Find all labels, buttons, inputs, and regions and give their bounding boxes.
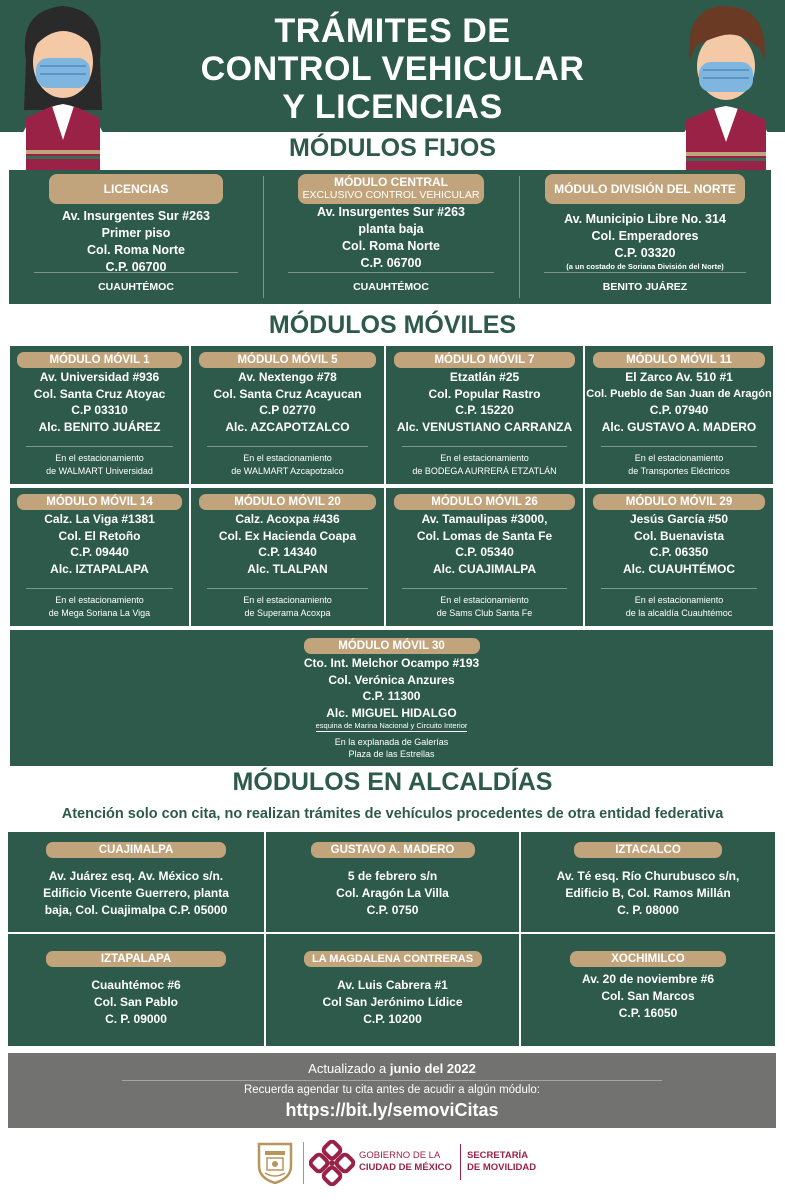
mobile-module-card (386, 346, 583, 484)
address-line: Calz. Acoxpa #436 (235, 512, 340, 526)
address-line: Av. Insurgentes Sur #263 (62, 209, 210, 223)
address-line: C.P. 15220 (455, 403, 514, 417)
address-line: planta baja (358, 222, 424, 236)
module-alcaldia: CUAUHTÉMOC (34, 272, 238, 296)
location-note (26, 588, 173, 620)
divider (122, 1080, 662, 1081)
address-line: Alc. IZTAPALAPA (50, 561, 149, 576)
address-line: Primer piso (101, 226, 171, 240)
module-address (9, 208, 263, 276)
alcaldia-module-card (266, 832, 519, 932)
module-address (521, 868, 775, 919)
fixed-module-card (9, 170, 263, 304)
module-address (266, 868, 519, 919)
address-line: C.P. 16050 (618, 1006, 678, 1020)
module-address (585, 369, 773, 435)
note-line: de Sams Club Santa Fe (436, 608, 533, 618)
note-line: En el estacionamiento (440, 453, 529, 463)
module-title: MÓDULO MÓVIL 26 (394, 494, 575, 510)
secretaria-logo-text (467, 1150, 536, 1174)
note-line: En el estacionamiento (634, 595, 724, 605)
address-line: C.P. 11300 (362, 689, 421, 703)
address-line: Alc. TLALPAN (247, 561, 328, 576)
section-title-fixed: MÓDULOS FIJOS (289, 134, 496, 162)
address-line: Col. Pueblo de San Juan de Aragón (586, 387, 772, 400)
alcaldias-notice: Atención solo con cita, no realizan trámites de vehículos procedentes de otra entidad federativa (61, 806, 724, 822)
module-title: MÓDULO MÓVIL 5 (199, 352, 377, 368)
note-line: En la explanada de Galerías (334, 737, 449, 747)
module-title: XOCHIMILCO (570, 951, 726, 967)
address-line: Alc. CUAJIMALPA (432, 561, 537, 576)
address-line: Jesús García #50 (629, 512, 729, 526)
logo-line: DE MOVILIDAD (467, 1162, 537, 1173)
address-line: Col. Roma Norte (87, 243, 185, 257)
address-line: Alc. AZCAPOTZALCO (225, 419, 350, 434)
address-line: Av. Tamaulipas #3000, (421, 512, 548, 526)
address-line: C.P. 06700 (105, 260, 167, 274)
divider (460, 1144, 461, 1180)
address-line: C.P. 09440 (70, 545, 129, 559)
module-subtitle: EXCLUSIVO CONTROL VEHICULAR (302, 189, 480, 201)
module-title: LA MAGDALENA CONTRERAS (304, 951, 482, 967)
logo-line: CIUDAD DE MÉXICO (359, 1162, 452, 1173)
address-line: Cto. Int. Melchor Ocampo #193 (303, 656, 480, 670)
address-line: C.P. 05340 (455, 545, 514, 559)
address-line: C.P. 06350 (649, 545, 709, 559)
address-line: Col. Aragón La Villa (336, 886, 449, 900)
title-line: TRÁMITES DE (274, 12, 511, 50)
address-line: Col. Emperadores (591, 229, 699, 243)
address-line: C.P. 07940 (649, 403, 709, 417)
address-line: Alc. GUSTAVO A. MADERO (601, 419, 757, 434)
address-line: Alc. MIGUEL HIDALGO (326, 705, 457, 720)
address-line: Av. Luis Cabrera #1 (337, 978, 448, 992)
logo-line: GOBIERNO DE LA (359, 1150, 441, 1161)
note-line: Plaza de las Estrellas (348, 749, 435, 759)
address-line: Col. Popular Rastro (428, 386, 541, 401)
module-address (266, 977, 519, 1028)
module-address (10, 511, 189, 577)
appointment-reminder: Recuerda agendar tu cita antes de acudir a algún módulo: (243, 1084, 540, 1096)
address-line: baja, Col. Cuajimalpa C.P. 05000 (44, 903, 228, 917)
module-title: GUSTAVO A. MADERO (311, 842, 475, 858)
address-line: Edificio B, Col. Ramos Millán (565, 886, 731, 900)
mobile-module-card (191, 488, 384, 626)
module-title: MÓDULO MÓVIL 7 (394, 352, 575, 368)
alcaldia-module-card (8, 934, 264, 1046)
module-alcaldia: BENITO JUÁREZ (544, 272, 746, 296)
address-line: 5 de febrero s/n (347, 869, 438, 883)
address-line: Av. Nextengo #78 (238, 370, 337, 384)
section-title-mobile: MÓDULOS MÓVILES (268, 311, 517, 339)
government-logo-text (359, 1150, 452, 1174)
address-line: Calz. La Viga #1381 (44, 512, 155, 526)
header-banner (0, 0, 785, 132)
module-title: MÓDULO MÓVIL 1 (17, 352, 182, 368)
module-address (191, 511, 384, 577)
address-line: Alc. VENUSTIANO CARRANZA (396, 419, 573, 434)
address-line: Av. Té esq. Río Churubusco s/n, (556, 869, 740, 883)
appointment-link[interactable]: https://bit.ly/semoviCitas (285, 1100, 499, 1120)
module-title: MÓDULO MÓVIL 30 (304, 638, 480, 654)
address-note: (a un costado de Soriana División del Norte) (566, 262, 724, 271)
module-address (263, 204, 519, 272)
address-line: C.P. 0750 (366, 903, 419, 917)
module-title: MÓDULO MÓVIL 11 (593, 352, 766, 368)
address-line: Col. Verónica Anzures (328, 672, 455, 687)
note-line: En el estacionamiento (55, 453, 144, 463)
fixed-module-card (263, 170, 519, 304)
module-title (298, 174, 484, 204)
address-line: Col. Ex Hacienda Coapa (218, 528, 357, 543)
updated-date (8, 1061, 776, 1076)
address-line: Alc. CUAUHTÉMOC (622, 561, 735, 576)
address-line: Av. 20 de noviembre #6 (581, 972, 715, 986)
page-title (140, 12, 645, 126)
address-line: Av. Juárez esq. Av. México s/n. (48, 869, 224, 883)
alcaldia-module-card (521, 832, 775, 932)
note-line: de Mega Soriana La Viga (48, 608, 151, 618)
location-note (601, 588, 757, 620)
note-line: de BODEGA AURRERÁ ETZATLÁN (412, 466, 557, 476)
module-address (10, 369, 189, 435)
address-line: Col. El Retoño (58, 528, 141, 543)
address-line: Col. Roma Norte (342, 239, 440, 253)
address-line: Col. Santa Cruz Acayucan (213, 386, 362, 401)
address-line: Col. Buenavista (633, 528, 725, 543)
alcaldia-module-card (266, 934, 519, 1046)
location-note (26, 446, 173, 478)
cdmx-flower-logo-icon (309, 1140, 355, 1186)
address-line: C.P. 03320 (614, 246, 676, 260)
updated-prefix: Actualizado a (308, 1061, 390, 1076)
module-title: CUAJIMALPA (46, 842, 226, 858)
divider (303, 1142, 304, 1184)
address-line: Col. Lomas de Santa Fe (416, 528, 553, 543)
title-line: CONTROL VEHICULAR (200, 50, 585, 88)
section-title-alcaldias: MÓDULOS EN ALCALDÍAS (232, 768, 553, 796)
location-note (10, 736, 773, 760)
module-address (521, 971, 775, 1022)
address-line: C.P 03310 (71, 403, 128, 417)
corner-note-text: esquina de Marina Nacional y Circuito Interior (315, 721, 468, 730)
module-title: MÓDULO MÓVIL 20 (199, 494, 377, 510)
module-address (386, 369, 583, 435)
address-line: C. P. 08000 (617, 903, 679, 917)
mobile-module-card (191, 346, 384, 484)
note-line: En el estacionamiento (55, 595, 144, 605)
module-address (10, 655, 773, 730)
address-line: Cuauhtémoc #6 (91, 978, 181, 992)
fixed-module-card (519, 170, 771, 304)
address-line: C.P. 06700 (360, 256, 422, 270)
location-note (207, 446, 368, 478)
mobile-module-card (386, 488, 583, 626)
address-line: Col. Santa Cruz Atoyac (33, 386, 166, 401)
updated-month: junio (389, 1061, 421, 1076)
module-address (585, 511, 773, 577)
title-line: Y LICENCIAS (282, 88, 503, 126)
address-line: Alc. BENITO JUÁREZ (38, 419, 161, 434)
module-title: LICENCIAS (49, 174, 223, 204)
note-line: de Superama Acoxpa (244, 608, 331, 618)
note-line: En el estacionamiento (243, 453, 332, 463)
alcaldia-module-card (521, 934, 775, 1046)
corner-note (10, 721, 773, 730)
location-note (402, 446, 567, 478)
footer-banner (8, 1053, 776, 1128)
logo-line: SECRETARÍA (467, 1150, 529, 1161)
note-line: En el estacionamiento (634, 453, 724, 463)
cdmx-coat-of-arms-icon (255, 1142, 295, 1184)
module-title: MÓDULO MÓVIL 29 (593, 494, 766, 510)
updated-year: del 2022 (420, 1061, 476, 1076)
government-logos (255, 1138, 545, 1188)
module-address (386, 511, 583, 577)
location-note (402, 588, 567, 620)
mobile-module-card (10, 630, 773, 766)
module-title-text: MÓDULO CENTRAL (334, 175, 448, 189)
note-line: En el estacionamiento (243, 595, 332, 605)
address-line: El Zarco Av. 510 #1 (625, 370, 733, 384)
mobile-module-card (10, 488, 189, 626)
module-title: MÓDULO MÓVIL 14 (17, 494, 182, 510)
address-line: Etzatlán #25 (449, 370, 520, 384)
module-address (8, 977, 264, 1028)
address-line: Av. Municipio Libre No. 314 (564, 212, 726, 226)
note-line: En el estacionamiento (440, 595, 529, 605)
address-line: Col. San Marcos (601, 989, 695, 1003)
location-note (207, 588, 368, 620)
module-address (8, 868, 264, 919)
module-title: IZTAPALAPA (46, 951, 226, 967)
note-line: de WALMART Azcapotzalco (231, 466, 344, 476)
address-line: Av. Universidad #936 (39, 370, 160, 384)
note-line: de la alcaldía Cuauhtémoc (625, 608, 733, 618)
module-address (519, 211, 771, 272)
note-line: de Transportes Eléctricos (628, 466, 730, 476)
address-line: C.P. 14340 (258, 545, 317, 559)
address-line: Col San Jerónimo Lídice (322, 995, 463, 1009)
module-title: IZTACALCO (574, 842, 722, 858)
address-line: Edificio Vicente Guerrero, planta (43, 886, 229, 900)
address-line: Av. Insurgentes Sur #263 (317, 205, 465, 219)
mobile-module-card (585, 346, 773, 484)
note-line: de WALMART Universidad (46, 466, 153, 476)
address-line: C.P. 10200 (363, 1012, 422, 1026)
location-note (601, 446, 757, 478)
module-title: MÓDULO DIVISIÓN DEL NORTE (545, 174, 745, 204)
module-address (191, 369, 384, 435)
address-line: C.P 02770 (259, 403, 316, 417)
mobile-module-card (585, 488, 773, 626)
address-line: C. P. 09000 (105, 1012, 167, 1026)
address-line: Col. San Pablo (93, 995, 178, 1009)
fixed-modules-panel (9, 170, 771, 304)
mobile-module-card (10, 346, 189, 484)
module-alcaldia: CUAUHTÉMOC (288, 272, 494, 296)
alcaldia-module-card (8, 832, 264, 932)
